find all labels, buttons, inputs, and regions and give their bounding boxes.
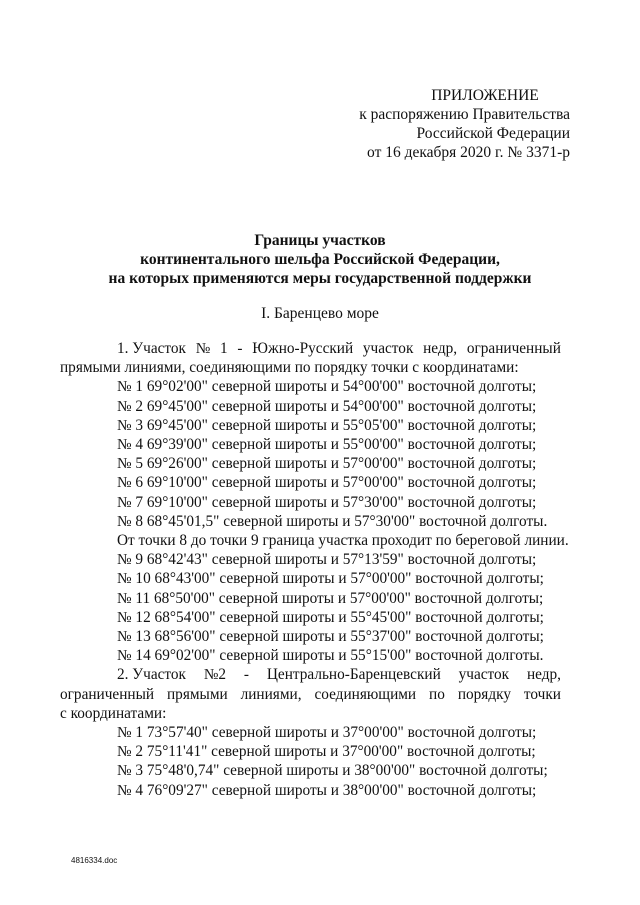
- plot1-points-a: [85, 377, 561, 531]
- word: недр,: [423, 340, 458, 357]
- word: порядку: [457, 685, 511, 703]
- plot1-points-b: [85, 550, 561, 665]
- coordinate-point: № 1 69°02'00" северной широты и 54°00'00" восточной долготы;: [117, 378, 537, 396]
- plot2-intro-line1: [85, 665, 561, 684]
- word: линиями,: [240, 685, 302, 703]
- word: недр,: [526, 666, 561, 684]
- word: соединяющими: [314, 685, 417, 703]
- word: участок: [362, 340, 414, 357]
- word: Южно-Русский: [252, 340, 354, 357]
- appendix-line: к распоряжению Правительства: [359, 106, 570, 123]
- coordinate-point: № 7 69°10'00" северной широты и 57°30'00" восточной долготы;: [117, 493, 537, 511]
- appendix-title: ПРИЛОЖЕНИЕ: [431, 87, 539, 104]
- coordinate-point: № 9 68°42'43" северной широты и 57°13'59" восточной долготы;: [117, 551, 537, 569]
- coordinate-point: № 3 69°45'00" северной широты и 55°05'00" восточной долготы;: [117, 416, 537, 434]
- document-body: [60, 339, 569, 800]
- word: Центрально-Баренцевский: [266, 666, 441, 684]
- coordinate-point: № 2 75°11'41" северной широты и 37°00'00" восточной долготы;: [117, 743, 536, 761]
- appendix-line: от 16 декабря 2020 г. № 3371-р: [367, 144, 570, 161]
- word: участок: [458, 666, 510, 684]
- word: -: [243, 666, 250, 684]
- word: 1: [220, 340, 228, 357]
- boundary-note: От точки 8 до точки 9 граница участка проходит по береговой линии.: [117, 532, 569, 550]
- coordinate-point: № 8 68°45'01,5" северной широты и 57°30'00" восточной долготы.: [117, 512, 548, 530]
- coordinate-point: № 13 68°56'00" северной широты и 55°37'00" восточной долготы;: [117, 628, 544, 646]
- word: ограниченный: [60, 685, 155, 703]
- plot2-points: [85, 723, 561, 800]
- word: -: [237, 340, 243, 357]
- coordinate-point: № 14 69°02'00" северной широты и 55°15'00" восточной долготы.: [117, 647, 544, 665]
- coordinate-point: № 5 69°26'00" северной широты и 57°00'00" восточной долготы;: [117, 455, 537, 473]
- coordinate-point: № 4 69°39'00" северной широты и 55°00'00" восточной долготы;: [117, 436, 537, 454]
- coordinate-point: № 3 75°48'0,74" северной широты и 38°00'00" восточной долготы;: [117, 762, 548, 780]
- plot1-intro-line1: [85, 339, 561, 358]
- section-title: I. Баренцево море: [261, 305, 379, 322]
- appendix-line: Российской Федерации: [416, 125, 570, 142]
- word: прямыми: [166, 685, 228, 703]
- word: точки: [523, 685, 561, 703]
- word: 1. Участок: [117, 340, 186, 357]
- plot2-intro-line2: [60, 685, 561, 704]
- word: №: [195, 340, 211, 357]
- word: по: [429, 685, 445, 703]
- plot2-intro-line3: с координатами:: [60, 704, 167, 722]
- coordinate-point: № 12 68°54'00" северной широты и 55°45'00" восточной долготы;: [117, 608, 544, 626]
- word: №2: [203, 666, 227, 684]
- coordinate-point: № 11 68°50'00" северной широты и 57°00'00" восточной долготы;: [117, 589, 544, 607]
- heading-line: Границы участков: [254, 232, 386, 249]
- word: ограниченный: [466, 340, 561, 357]
- coordinate-point: № 1 73°57'40" северной широты и 37°00'00" восточной долготы;: [117, 724, 537, 742]
- heading-line: континентального шельфа Российской Федерации,: [140, 251, 500, 268]
- heading-line: на которых применяются меры государственной поддержки: [108, 270, 532, 287]
- document-heading: [60, 231, 580, 288]
- coordinate-point: № 10 68°43'00" северной широты и 57°00'00" восточной долготы;: [117, 570, 544, 588]
- word: 2. Участок: [117, 666, 186, 684]
- plot1-intro-line2: прямыми линиями, соединяющими по порядку точки с координатами:: [60, 359, 519, 377]
- coordinate-point: № 4 76°09'27" северной широты и 38°00'00" восточной долготы;: [117, 781, 537, 799]
- coordinate-point: № 2 69°45'00" северной широты и 54°00'00" восточной долготы;: [117, 397, 537, 415]
- coordinate-point: № 6 69°10'00" северной широты и 57°00'00" восточной долготы;: [117, 474, 537, 492]
- appendix-block: [340, 86, 570, 162]
- file-footer: 4816334.doc: [71, 856, 118, 865]
